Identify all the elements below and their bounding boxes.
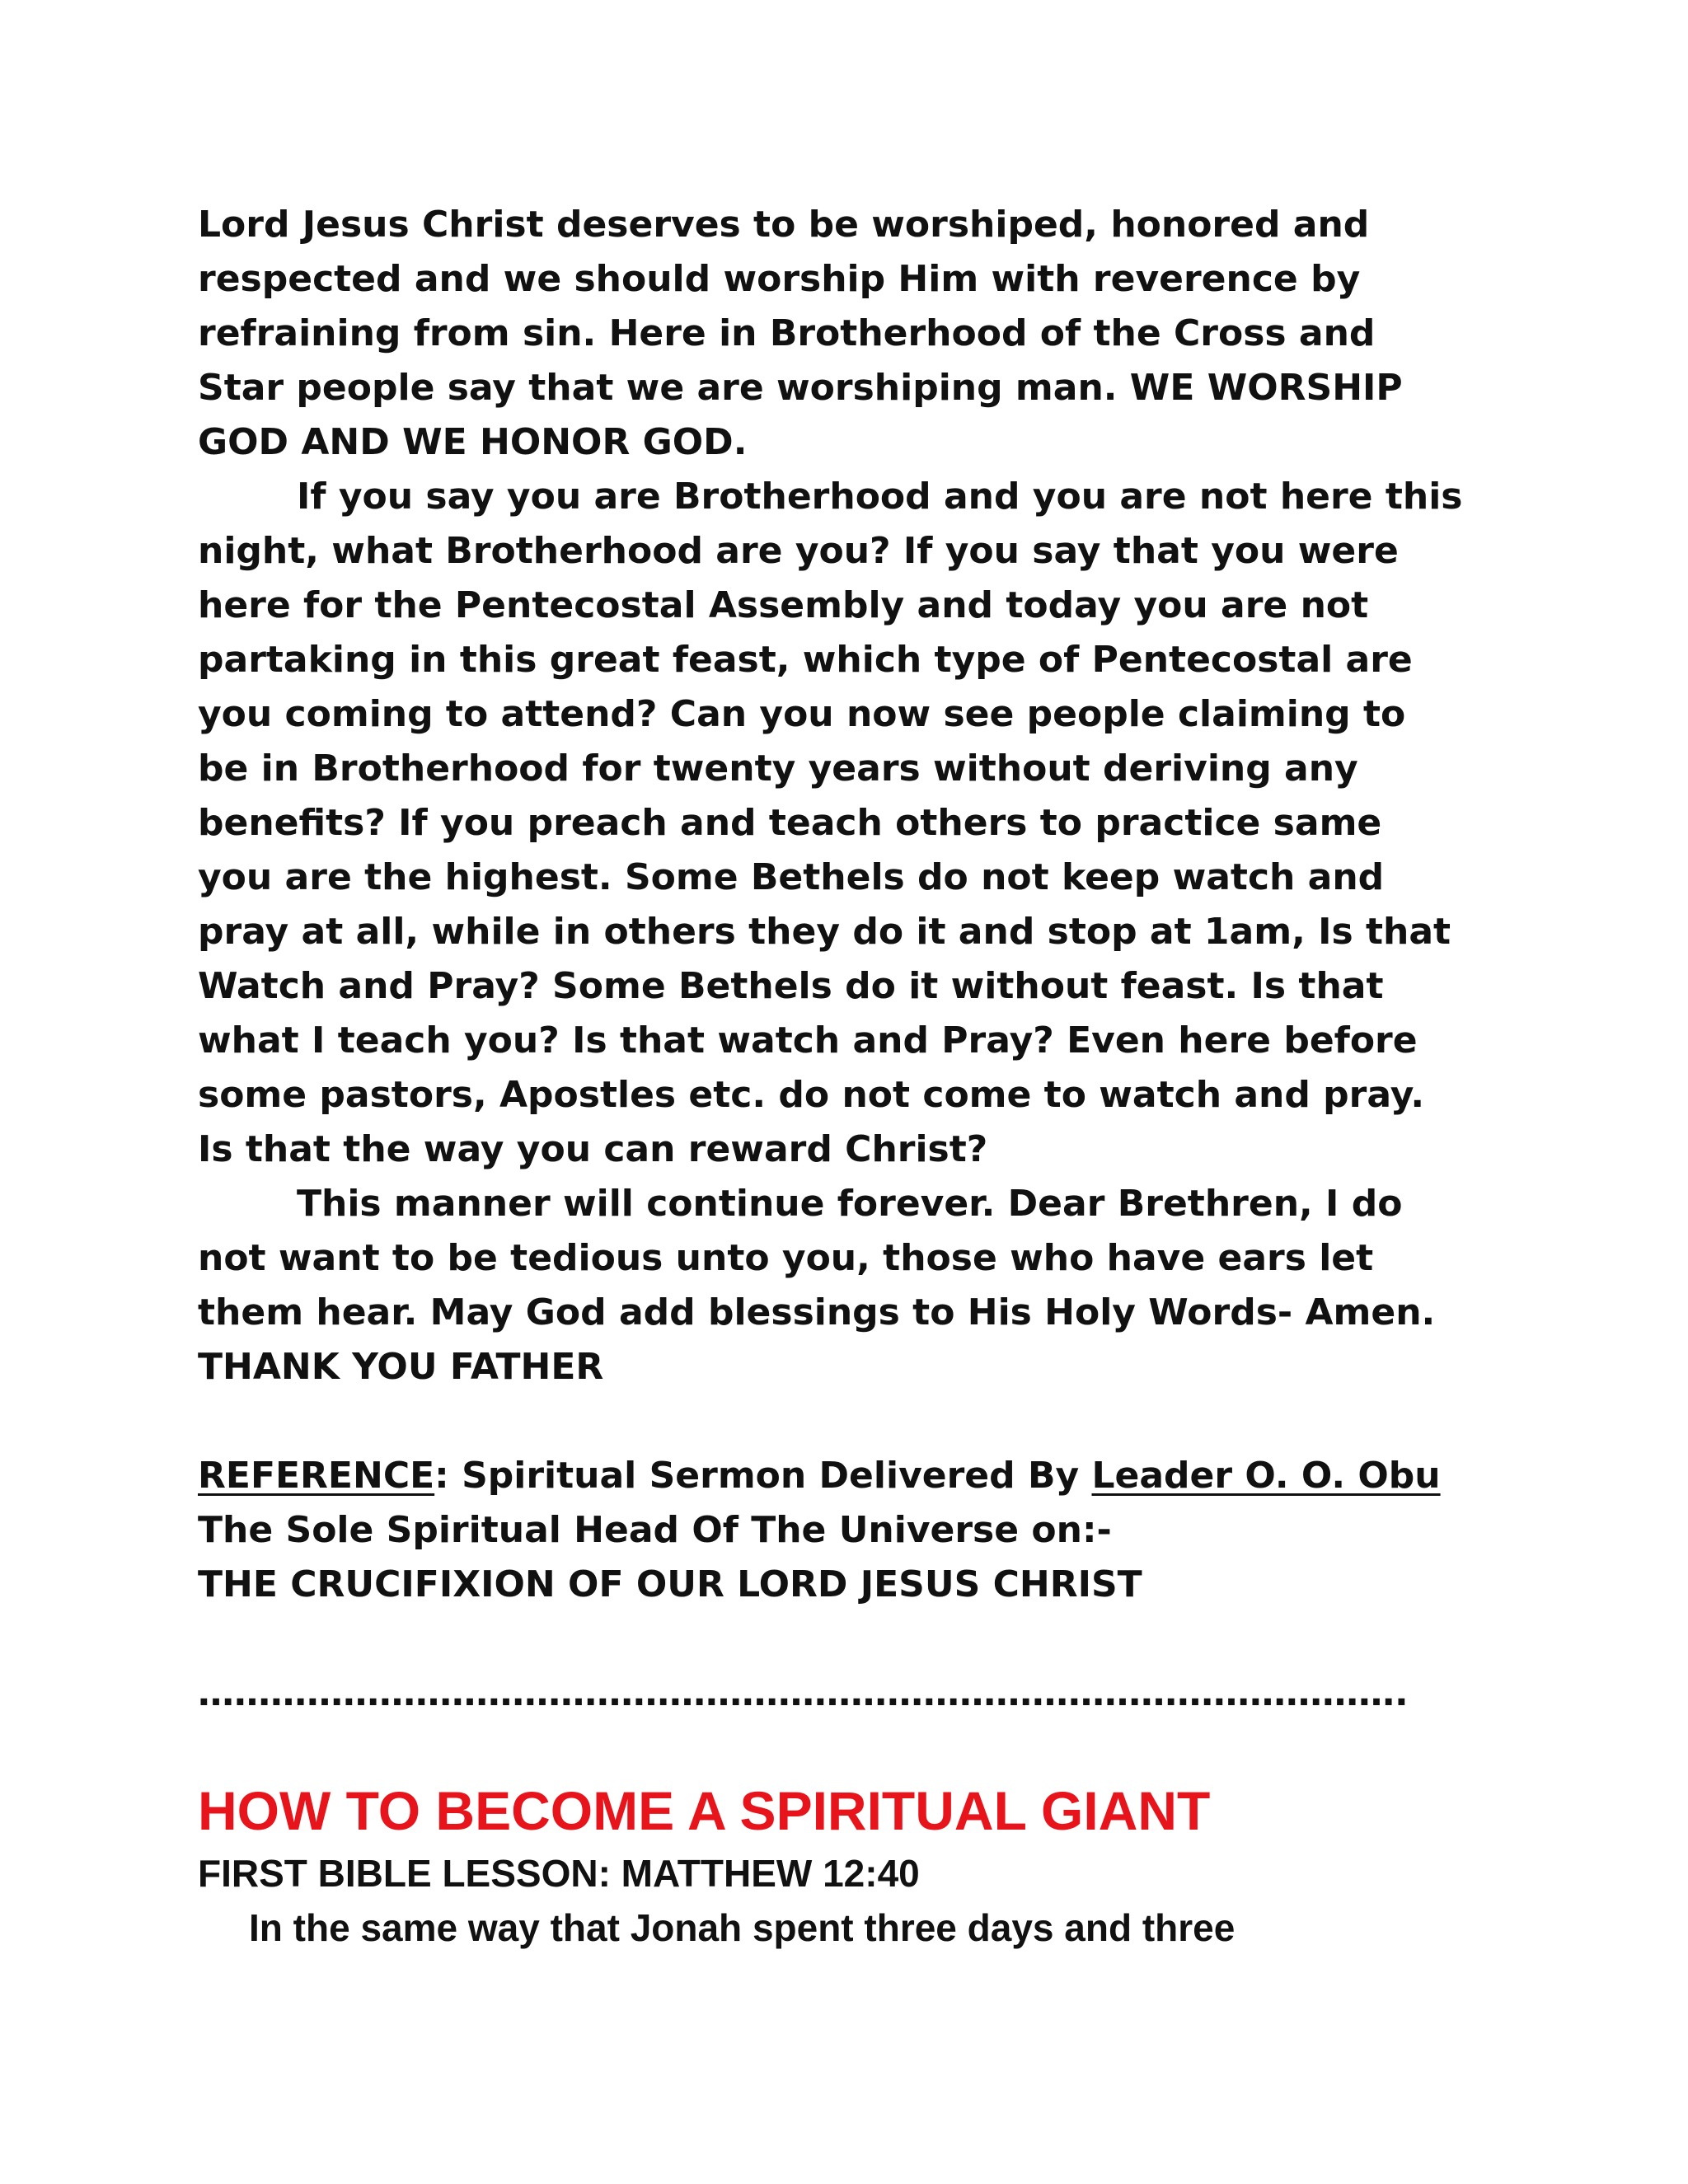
text-line: not want to be tedious unto you, those who have ears let [198, 1237, 1374, 1279]
text-line: THANK YOU FATHER [198, 1346, 604, 1388]
dotted-separator: ………………………………………………………………………………………. [198, 1672, 1409, 1714]
text-line: GOD AND WE HONOR GOD. [198, 421, 748, 463]
text-line: benefits? If you preach and teach others to practice same [198, 802, 1382, 844]
text-line: refraining from sin. Here in Brotherhood of the Cross and [198, 312, 1376, 354]
section-heading: HOW TO BECOME A SPIRITUAL GIANT [198, 1780, 1211, 1841]
text-line: what I teach you? Is that watch and Pray? Even here before [198, 1019, 1418, 1062]
text-line: you coming to attend? Can you now see people claiming to [198, 693, 1406, 735]
text-line: pray at all, while in others they do it and stop at 1am, Is that [198, 911, 1451, 953]
reference-line-1 [198, 1449, 1517, 1503]
reference-line-3: THE CRUCIFIXION OF OUR LORD JESUS CHRIST [198, 1563, 1142, 1605]
text-line: here for the Pentecostal Assembly and today you are not [198, 584, 1369, 626]
text-line: respected and we should worship Him with reverence by [198, 258, 1361, 300]
paragraph-3 [198, 1177, 1517, 1394]
bible-lesson-text: In the same way that Jonah spent three days and three [249, 1906, 1236, 1949]
bible-lesson-title: FIRST BIBLE LESSON: MATTHEW 12:40 [198, 1852, 920, 1895]
text-line: If you say you are Brotherhood and you are not here this [297, 476, 1463, 518]
text-line: Lord Jesus Christ deserves to be worshiped, honored and [198, 204, 1370, 246]
text-line: Watch and Pray? Some Bethels do it without feast. Is that [198, 965, 1384, 1007]
reference-label: REFERENCE [198, 1455, 435, 1497]
text-line: This manner will continue forever. Dear Brethren, I do [297, 1183, 1403, 1225]
reference-intro: : Spiritual Sermon Delivered By [434, 1455, 1092, 1497]
reference-line-2: The Sole Spiritual Head Of The Universe on:- [198, 1509, 1112, 1551]
text-line: partaking in this great feast, which type of Pentecostal are [198, 639, 1413, 681]
reference-leader: Leader O. O. Obu [1091, 1455, 1441, 1497]
paragraph-2 [198, 470, 1517, 1177]
blank-line [198, 1394, 1517, 1449]
text-line: some pastors, Apostles etc. do not come to watch and pray. [198, 1074, 1425, 1116]
text-line: Is that the way you can reward Christ? [198, 1128, 988, 1170]
text-line: them hear. May God add blessings to His Holy Words- Amen. [198, 1291, 1436, 1333]
document-page [198, 198, 1517, 1955]
paragraph-1 [198, 198, 1517, 470]
text-line: you are the highest. Some Bethels do not keep watch and [198, 856, 1385, 898]
text-line: night, what Brotherhood are you? If you say that you were [198, 530, 1399, 572]
text-line: be in Brotherhood for twenty years without deriving any [198, 748, 1358, 790]
text-line: Star people say that we are worshiping man. WE WORSHIP [198, 367, 1403, 409]
reference-block [198, 1449, 1517, 1612]
